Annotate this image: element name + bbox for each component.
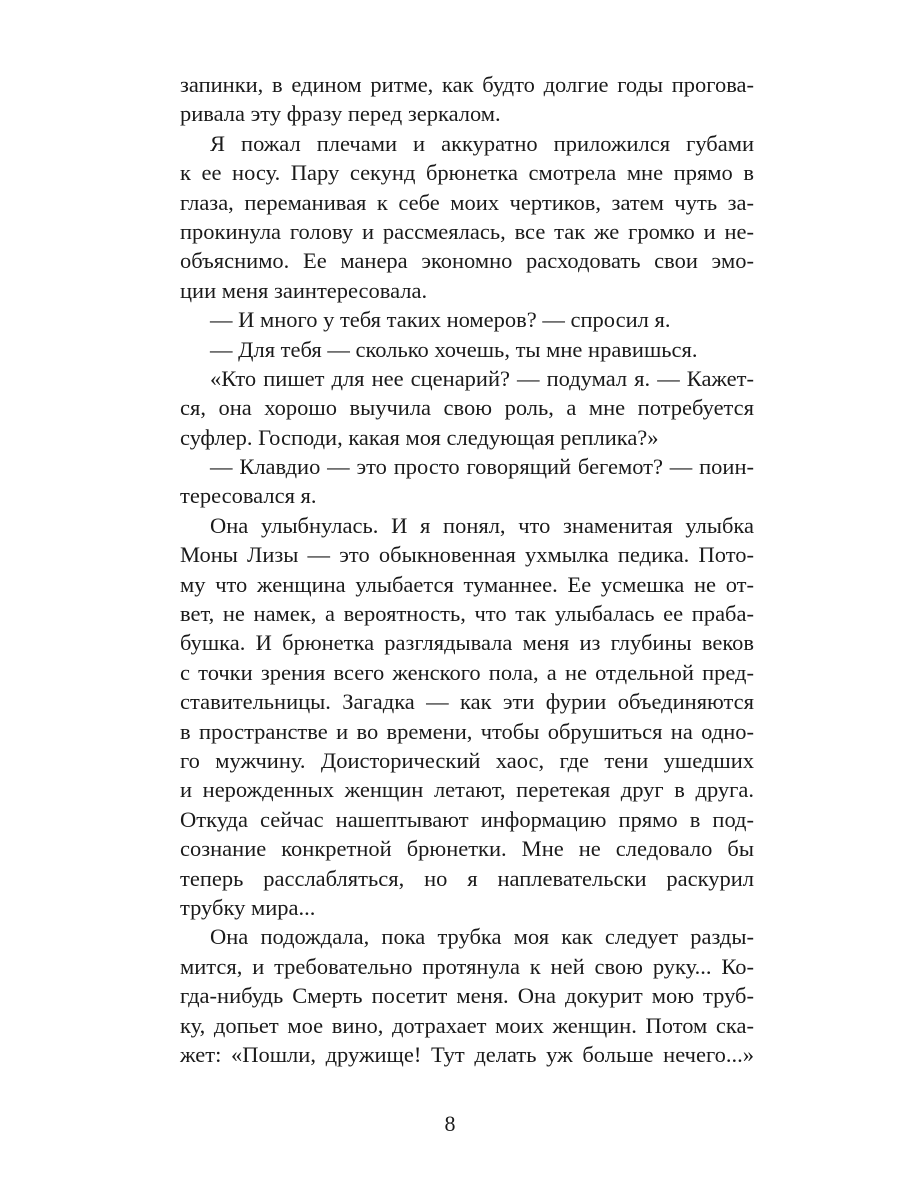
text-line: го мужчину. Доисторический хаос, где тени ушедших [180,747,754,773]
text-line: ся, она хорошо выучила свою роль, а мне потребуется [180,395,754,421]
text-line: сознание конкретной брюнетки. Мне не следовало бы [180,836,754,862]
text-line: ку, допьет мое вино, дотрахает моих женщин. Потом ска- [180,1012,754,1038]
text-line: тересовался я. [180,483,317,509]
text-line: — И много у тебя таких номеров? — спросил я. [210,307,671,333]
text-line: бушка. И брюнетка разглядывала меня из глубины веков [180,630,754,656]
text-line: гда-нибудь Смерть посетит меня. Она докурит мою труб- [180,983,754,1009]
text-line: глаза, переманивая к себе моих чертиков, затем чуть за- [180,189,754,215]
text-line: Откуда сейчас нашептывают информацию прямо в под- [180,806,754,832]
text-line: ции меня заинтересовала. [180,277,428,303]
text-line: запинки, в едином ритме, как будто долгие годы прогова- [180,72,754,97]
text-line: трубку мира... [180,894,316,920]
text-line: ривала эту фразу перед зеркалом. [180,101,501,127]
text-line: суфлер. Господи, какая моя следующая реплика?» [180,424,659,450]
text-line: мится, и требовательно протянула к ней свою руку... Ко- [180,953,754,979]
text-line: вет, не намек, а вероятность, что так улыбалась ее праба- [180,601,754,627]
text-line: ставительницы. Загадка — как эти фурии объединяются [180,689,754,715]
text-line: — Клавдио — это просто говорящий бегемот? — поин- [210,454,754,480]
text-line: в пространстве и во времени, чтобы обрушиться на одно- [180,718,754,744]
text-line: Моны Лизы — это обыкновенная ухмылка педика. Пото- [180,542,754,568]
text-line: и нерожденных женщин летают, перетекая друг в друга. [180,777,754,803]
text-line: Я пожал плечами и аккуратно приложился губами [210,130,754,156]
text-line: — Для тебя — сколько хочешь, ты мне нравишься. [210,336,698,362]
text-line: му что женщина улыбается туманнее. Ее усмешка не от- [180,571,754,597]
text-line: «Кто пишет для нее сценарий? — подумал я. — Кажет- [210,365,754,391]
page-number: 8 [444,1111,456,1136]
body-text [180,70,754,1069]
text-line: теперь расслабляться, но я наплевательски раскурил [180,865,754,891]
text-line: к ее носу. Пару секунд брюнетка смотрела мне прямо в [180,160,754,186]
text-line: жет: «Пошли, дружище! Тут делать уж больше нечего...» [180,1041,754,1067]
text-line: объяснимо. Ее манера экономно расходовать свои эмо- [180,248,754,274]
text-line: Она подождала, пока трубка моя как следует разды- [210,924,754,950]
text-line: Она улыбнулась. И я понял, что знаменитая улыбка [210,512,754,538]
text-line: прокинула голову и рассмеялась, все так же громко и не- [180,218,754,244]
text-line: с точки зрения всего женского пола, а не отдельной пред- [180,659,754,685]
